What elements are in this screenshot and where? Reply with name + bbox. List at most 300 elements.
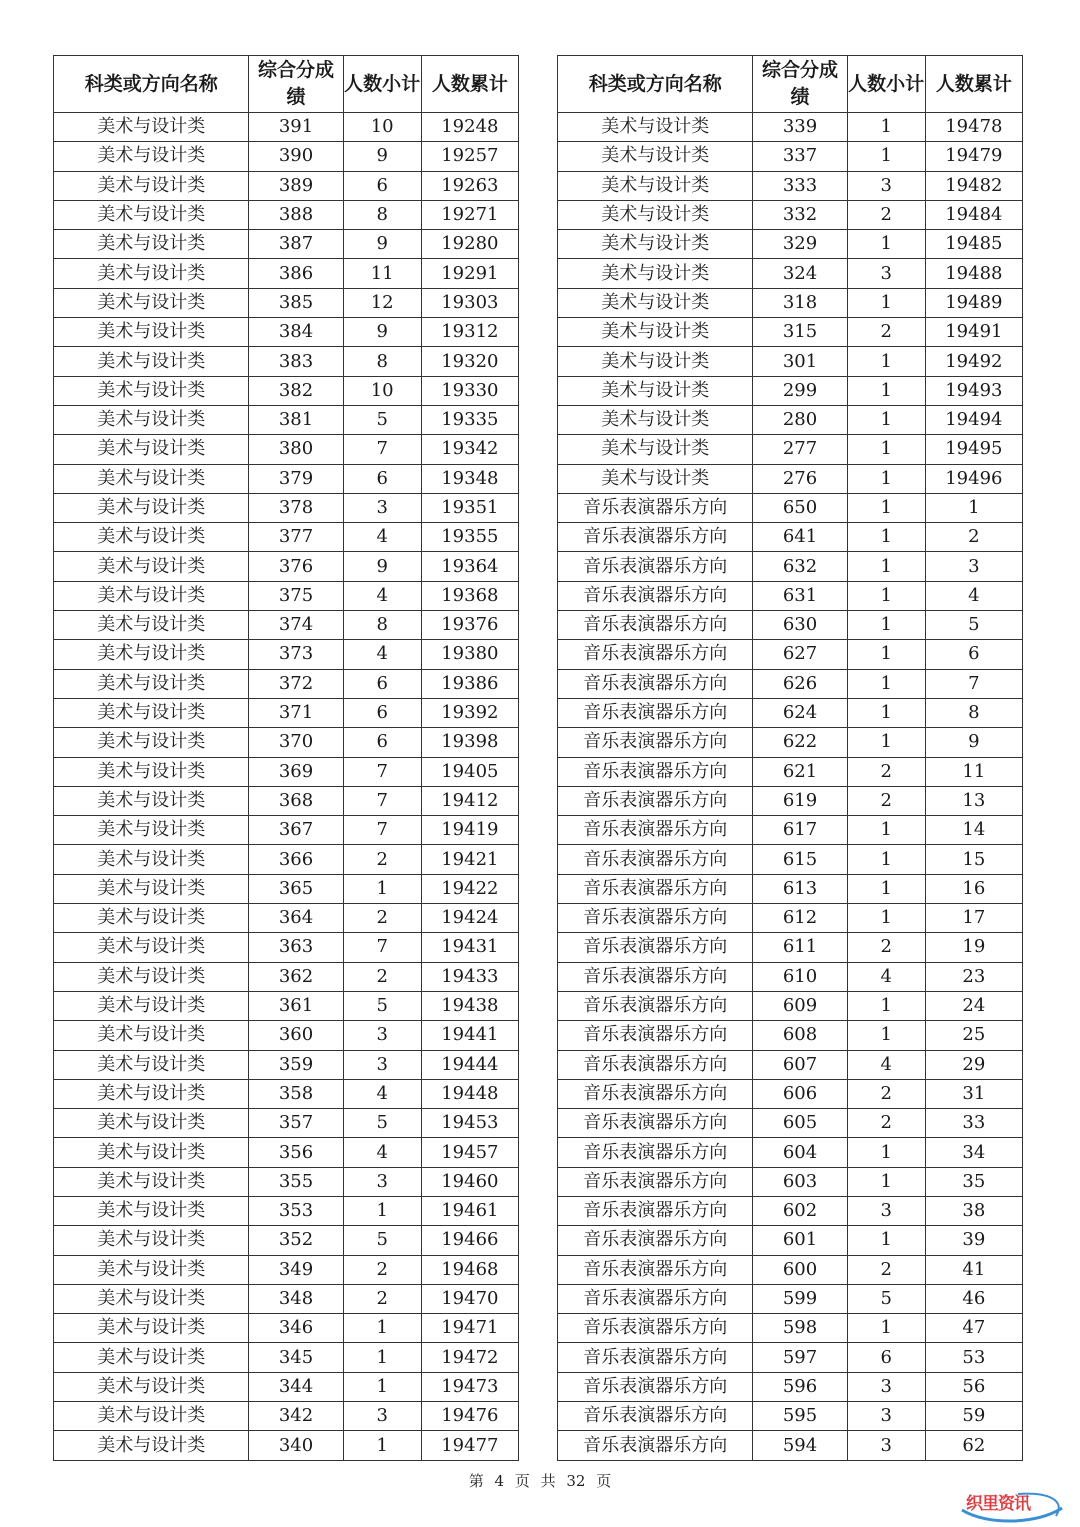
cell-score: 619 — [753, 786, 847, 815]
cell-count: 2 — [343, 904, 421, 933]
cell-count: 1 — [847, 464, 925, 493]
cell-count: 1 — [847, 1167, 925, 1196]
cell-score: 384 — [249, 318, 343, 347]
cell-category: 音乐表演器乐方向 — [558, 1343, 753, 1372]
cell-category: 音乐表演器乐方向 — [558, 904, 753, 933]
cell-count: 3 — [847, 1196, 925, 1225]
table-row — [558, 1343, 1023, 1372]
table-row — [54, 435, 519, 464]
cell-cumulative: 19468 — [421, 1255, 518, 1284]
cell-count: 8 — [343, 200, 421, 229]
cell-count: 3 — [343, 1021, 421, 1050]
cell-count: 7 — [343, 435, 421, 464]
cell-cumulative: 19312 — [421, 318, 518, 347]
cell-cumulative: 19351 — [421, 493, 518, 522]
cell-cumulative: 35 — [925, 1167, 1022, 1196]
cell-count: 7 — [343, 816, 421, 845]
cell-cumulative: 19477 — [421, 1431, 518, 1460]
cell-score: 595 — [753, 1402, 847, 1431]
cell-score: 299 — [753, 376, 847, 405]
cell-score: 604 — [753, 1138, 847, 1167]
cell-category: 音乐表演器乐方向 — [558, 1050, 753, 1079]
cell-count: 1 — [847, 640, 925, 669]
table-row — [54, 786, 519, 815]
page-footer: 第 4 页 共 32 页 — [468, 1472, 612, 1490]
cell-count: 4 — [847, 1050, 925, 1079]
table-row — [558, 845, 1023, 874]
cell-cumulative: 19479 — [925, 142, 1022, 171]
cell-count: 5 — [343, 1226, 421, 1255]
cell-count: 1 — [847, 728, 925, 757]
cell-category: 美术与设计类 — [54, 786, 249, 815]
cell-category: 美术与设计类 — [54, 1050, 249, 1079]
cell-score: 612 — [753, 904, 847, 933]
cell-cumulative: 16 — [925, 874, 1022, 903]
table-row — [558, 991, 1023, 1020]
cell-category: 美术与设计类 — [558, 376, 753, 405]
cell-category: 美术与设计类 — [54, 904, 249, 933]
cell-count: 4 — [343, 1138, 421, 1167]
cell-count: 2 — [343, 1255, 421, 1284]
table-row — [558, 288, 1023, 317]
table-row — [54, 493, 519, 522]
table-row — [558, 1431, 1023, 1460]
cell-category: 美术与设计类 — [54, 1167, 249, 1196]
cell-cumulative: 19303 — [421, 288, 518, 317]
table-row — [54, 1021, 519, 1050]
cell-count: 12 — [343, 288, 421, 317]
cell-score: 280 — [753, 405, 847, 434]
cell-category: 音乐表演器乐方向 — [558, 1255, 753, 1284]
table-row — [54, 728, 519, 757]
cell-count: 8 — [343, 347, 421, 376]
cell-count: 4 — [343, 1079, 421, 1108]
cell-count: 1 — [343, 1372, 421, 1401]
cell-count: 4 — [847, 962, 925, 991]
cell-category: 音乐表演器乐方向 — [558, 1226, 753, 1255]
watermark-logo — [958, 1486, 1068, 1524]
cell-count: 1 — [343, 874, 421, 903]
cell-score: 358 — [249, 1079, 343, 1108]
cell-count: 1 — [847, 816, 925, 845]
cell-cumulative: 19320 — [421, 347, 518, 376]
cell-cumulative: 19460 — [421, 1167, 518, 1196]
cell-score: 388 — [249, 200, 343, 229]
table-row — [558, 1226, 1023, 1255]
cell-category: 美术与设计类 — [558, 230, 753, 259]
cell-score: 382 — [249, 376, 343, 405]
cell-score: 389 — [249, 171, 343, 200]
table-row — [54, 1343, 519, 1372]
cell-count: 1 — [847, 347, 925, 376]
cell-cumulative: 29 — [925, 1050, 1022, 1079]
cell-count: 2 — [847, 200, 925, 229]
cell-score: 386 — [249, 259, 343, 288]
cell-cumulative: 19433 — [421, 962, 518, 991]
cell-category: 美术与设计类 — [54, 1255, 249, 1284]
table-row — [558, 1314, 1023, 1343]
cell-cumulative: 19448 — [421, 1079, 518, 1108]
cell-count: 1 — [847, 230, 925, 259]
cell-category: 美术与设计类 — [558, 318, 753, 347]
cell-score: 371 — [249, 698, 343, 727]
cell-cumulative: 19335 — [421, 405, 518, 434]
table-row — [54, 1314, 519, 1343]
cell-category: 音乐表演器乐方向 — [558, 1138, 753, 1167]
cell-count: 2 — [343, 1284, 421, 1313]
cell-count: 2 — [343, 962, 421, 991]
header-score: 综合分成绩 — [249, 56, 343, 113]
header-cumulative: 人数累计 — [925, 56, 1022, 113]
cell-category: 音乐表演器乐方向 — [558, 1431, 753, 1460]
cell-category: 美术与设计类 — [54, 581, 249, 610]
cell-score: 364 — [249, 904, 343, 933]
table-row — [54, 1402, 519, 1431]
cell-cumulative: 19280 — [421, 230, 518, 259]
cell-count: 3 — [847, 171, 925, 200]
cell-score: 318 — [753, 288, 847, 317]
cell-count: 4 — [343, 523, 421, 552]
cell-category: 音乐表演器乐方向 — [558, 845, 753, 874]
cell-cumulative: 19392 — [421, 698, 518, 727]
cell-category: 美术与设计类 — [54, 523, 249, 552]
cell-cumulative: 19422 — [421, 874, 518, 903]
table-row — [558, 786, 1023, 815]
cell-cumulative: 19461 — [421, 1196, 518, 1225]
header-count: 人数小计 — [847, 56, 925, 113]
cell-count: 1 — [847, 435, 925, 464]
cell-cumulative: 19348 — [421, 464, 518, 493]
cell-count: 3 — [343, 1402, 421, 1431]
cell-score: 376 — [249, 552, 343, 581]
cell-score: 362 — [249, 962, 343, 991]
table-row — [54, 1372, 519, 1401]
cell-cumulative: 1 — [925, 493, 1022, 522]
cell-category: 美术与设计类 — [54, 1284, 249, 1313]
cell-cumulative: 9 — [925, 728, 1022, 757]
cell-count: 2 — [343, 845, 421, 874]
cell-score: 277 — [753, 435, 847, 464]
cell-count: 6 — [343, 728, 421, 757]
cell-cumulative: 24 — [925, 991, 1022, 1020]
table-row — [54, 1196, 519, 1225]
cell-cumulative: 19398 — [421, 728, 518, 757]
cell-count: 1 — [847, 1226, 925, 1255]
cell-cumulative: 13 — [925, 786, 1022, 815]
table-row — [54, 669, 519, 698]
table-row — [558, 1050, 1023, 1079]
cell-cumulative: 39 — [925, 1226, 1022, 1255]
cell-score: 605 — [753, 1109, 847, 1138]
table-row — [54, 845, 519, 874]
cell-category: 美术与设计类 — [54, 230, 249, 259]
cell-cumulative: 33 — [925, 1109, 1022, 1138]
cell-category: 音乐表演器乐方向 — [558, 757, 753, 786]
cell-score: 337 — [753, 142, 847, 171]
cell-count: 3 — [343, 1167, 421, 1196]
cell-score: 333 — [753, 171, 847, 200]
cell-count: 2 — [847, 786, 925, 815]
cell-score: 373 — [249, 640, 343, 669]
cell-count: 1 — [847, 991, 925, 1020]
cell-cumulative: 19438 — [421, 991, 518, 1020]
table-row — [558, 757, 1023, 786]
table-row — [558, 142, 1023, 171]
cell-cumulative: 17 — [925, 904, 1022, 933]
table-row — [54, 698, 519, 727]
table-row — [54, 230, 519, 259]
cell-category: 音乐表演器乐方向 — [558, 523, 753, 552]
cell-category: 音乐表演器乐方向 — [558, 1284, 753, 1313]
cell-category: 音乐表演器乐方向 — [558, 728, 753, 757]
cell-score: 329 — [753, 230, 847, 259]
cell-cumulative: 46 — [925, 1284, 1022, 1313]
table-row — [54, 523, 519, 552]
table-row — [54, 347, 519, 376]
table-row — [558, 728, 1023, 757]
cell-cumulative: 5 — [925, 611, 1022, 640]
cell-category: 美术与设计类 — [54, 1138, 249, 1167]
cell-cumulative: 19472 — [421, 1343, 518, 1372]
cell-count: 9 — [343, 142, 421, 171]
cell-count: 5 — [343, 405, 421, 434]
table-row — [558, 259, 1023, 288]
table-row — [54, 464, 519, 493]
table-row — [558, 171, 1023, 200]
cell-count: 1 — [847, 611, 925, 640]
cell-cumulative: 19412 — [421, 786, 518, 815]
cell-count: 6 — [343, 698, 421, 727]
cell-category: 美术与设计类 — [54, 435, 249, 464]
cell-score: 607 — [753, 1050, 847, 1079]
cell-score: 301 — [753, 347, 847, 376]
cell-cumulative: 19421 — [421, 845, 518, 874]
table-header-row — [54, 56, 519, 113]
cell-count: 3 — [343, 1050, 421, 1079]
table-header-row — [558, 56, 1023, 113]
cell-cumulative: 41 — [925, 1255, 1022, 1284]
table-row — [54, 816, 519, 845]
cell-score: 357 — [249, 1109, 343, 1138]
cell-score: 617 — [753, 816, 847, 845]
cell-score: 608 — [753, 1021, 847, 1050]
cell-cumulative: 19457 — [421, 1138, 518, 1167]
cell-score: 613 — [753, 874, 847, 903]
cell-score: 361 — [249, 991, 343, 1020]
cell-score: 360 — [249, 1021, 343, 1050]
cell-count: 4 — [343, 581, 421, 610]
cell-cumulative: 19441 — [421, 1021, 518, 1050]
cell-category: 美术与设计类 — [558, 200, 753, 229]
cell-count: 1 — [847, 904, 925, 933]
cell-category: 美术与设计类 — [54, 318, 249, 347]
cell-category: 音乐表演器乐方向 — [558, 786, 753, 815]
cell-score: 355 — [249, 1167, 343, 1196]
cell-category: 美术与设计类 — [558, 142, 753, 171]
cell-category: 音乐表演器乐方向 — [558, 874, 753, 903]
cell-count: 7 — [343, 933, 421, 962]
cell-category: 音乐表演器乐方向 — [558, 991, 753, 1020]
table-row — [558, 874, 1023, 903]
cell-score: 611 — [753, 933, 847, 962]
cell-count: 1 — [847, 845, 925, 874]
cell-score: 622 — [753, 728, 847, 757]
cell-score: 630 — [753, 611, 847, 640]
cell-category: 美术与设计类 — [54, 464, 249, 493]
cell-score: 372 — [249, 669, 343, 698]
table-row — [558, 1021, 1023, 1050]
cell-cumulative: 19493 — [925, 376, 1022, 405]
table-row — [54, 757, 519, 786]
cell-count: 1 — [343, 1196, 421, 1225]
cell-cumulative: 56 — [925, 1372, 1022, 1401]
cell-category: 美术与设计类 — [558, 464, 753, 493]
cell-category: 美术与设计类 — [54, 171, 249, 200]
table-row — [558, 347, 1023, 376]
table-row — [54, 1079, 519, 1108]
cell-count: 1 — [847, 113, 925, 142]
cell-count: 6 — [847, 1343, 925, 1372]
table-row — [54, 1284, 519, 1313]
table-row — [558, 816, 1023, 845]
table-row — [558, 1255, 1023, 1284]
cell-score: 385 — [249, 288, 343, 317]
cell-category: 美术与设计类 — [54, 552, 249, 581]
cell-category: 美术与设计类 — [558, 259, 753, 288]
table-row — [558, 640, 1023, 669]
cell-category: 美术与设计类 — [558, 405, 753, 434]
cell-category: 音乐表演器乐方向 — [558, 1314, 753, 1343]
cell-score: 369 — [249, 757, 343, 786]
cell-category: 音乐表演器乐方向 — [558, 698, 753, 727]
cell-score: 387 — [249, 230, 343, 259]
cell-category: 音乐表演器乐方向 — [558, 933, 753, 962]
cell-count: 2 — [847, 1079, 925, 1108]
cell-count: 3 — [847, 1402, 925, 1431]
cell-score: 348 — [249, 1284, 343, 1313]
cell-category: 美术与设计类 — [54, 991, 249, 1020]
cell-category: 音乐表演器乐方向 — [558, 816, 753, 845]
cell-count: 1 — [847, 552, 925, 581]
cell-count: 2 — [847, 1109, 925, 1138]
cell-category: 美术与设计类 — [54, 1196, 249, 1225]
table-row — [558, 1372, 1023, 1401]
cell-cumulative: 62 — [925, 1431, 1022, 1460]
cell-score: 367 — [249, 816, 343, 845]
cell-category: 美术与设计类 — [54, 933, 249, 962]
cell-count: 11 — [343, 259, 421, 288]
score-table-left — [53, 55, 519, 1461]
table-row — [558, 523, 1023, 552]
cell-count: 1 — [847, 493, 925, 522]
cell-score: 599 — [753, 1284, 847, 1313]
cell-score: 631 — [753, 581, 847, 610]
cell-cumulative: 19495 — [925, 435, 1022, 464]
cell-count: 5 — [847, 1284, 925, 1313]
cell-count: 2 — [847, 757, 925, 786]
cell-cumulative: 19491 — [925, 318, 1022, 347]
table-row — [558, 1167, 1023, 1196]
table-row — [558, 611, 1023, 640]
table-row — [54, 1138, 519, 1167]
cell-score: 365 — [249, 874, 343, 903]
cell-cumulative: 19419 — [421, 816, 518, 845]
cell-category: 美术与设计类 — [54, 698, 249, 727]
cell-count: 1 — [847, 669, 925, 698]
cell-cumulative: 31 — [925, 1079, 1022, 1108]
cell-count: 1 — [847, 142, 925, 171]
header-category: 科类或方向名称 — [54, 56, 249, 113]
cell-category: 音乐表演器乐方向 — [558, 1372, 753, 1401]
cell-score: 339 — [753, 113, 847, 142]
cell-category: 美术与设计类 — [54, 1402, 249, 1431]
cell-cumulative: 19485 — [925, 230, 1022, 259]
cell-category: 美术与设计类 — [54, 728, 249, 757]
cell-category: 美术与设计类 — [558, 288, 753, 317]
cell-score: 352 — [249, 1226, 343, 1255]
cell-count: 1 — [343, 1343, 421, 1372]
cell-count: 1 — [847, 376, 925, 405]
cell-score: 344 — [249, 1372, 343, 1401]
cell-category: 音乐表演器乐方向 — [558, 1196, 753, 1225]
cell-cumulative: 19386 — [421, 669, 518, 698]
cell-cumulative: 19424 — [421, 904, 518, 933]
cell-cumulative: 19364 — [421, 552, 518, 581]
cell-cumulative: 19368 — [421, 581, 518, 610]
table-row — [558, 200, 1023, 229]
cell-score: 378 — [249, 493, 343, 522]
cell-score: 627 — [753, 640, 847, 669]
cell-category: 音乐表演器乐方向 — [558, 493, 753, 522]
cell-cumulative: 38 — [925, 1196, 1022, 1225]
table-row — [54, 1255, 519, 1284]
table-row — [54, 581, 519, 610]
table-row — [558, 113, 1023, 142]
cell-score: 641 — [753, 523, 847, 552]
table-row — [54, 405, 519, 434]
cell-category: 音乐表演器乐方向 — [558, 1167, 753, 1196]
cell-cumulative: 19489 — [925, 288, 1022, 317]
cell-count: 3 — [343, 493, 421, 522]
cell-score: 610 — [753, 962, 847, 991]
cell-count: 2 — [847, 1255, 925, 1284]
cell-cumulative: 19380 — [421, 640, 518, 669]
cell-category: 美术与设计类 — [54, 347, 249, 376]
cell-score: 609 — [753, 991, 847, 1020]
cell-category: 音乐表演器乐方向 — [558, 962, 753, 991]
cell-cumulative: 23 — [925, 962, 1022, 991]
cell-score: 390 — [249, 142, 343, 171]
cell-category: 美术与设计类 — [54, 288, 249, 317]
cell-score: 598 — [753, 1314, 847, 1343]
cell-cumulative: 19494 — [925, 405, 1022, 434]
cell-cumulative: 3 — [925, 552, 1022, 581]
cell-cumulative: 19496 — [925, 464, 1022, 493]
cell-category: 美术与设计类 — [54, 1226, 249, 1255]
cell-cumulative: 19263 — [421, 171, 518, 200]
table-row — [558, 1196, 1023, 1225]
table-row — [558, 669, 1023, 698]
cell-count: 2 — [847, 933, 925, 962]
cell-score: 276 — [753, 464, 847, 493]
table-row — [54, 991, 519, 1020]
table-row — [558, 493, 1023, 522]
table-row — [558, 904, 1023, 933]
cell-cumulative: 19482 — [925, 171, 1022, 200]
cell-count: 9 — [343, 552, 421, 581]
cell-score: 375 — [249, 581, 343, 610]
table-row — [558, 230, 1023, 259]
